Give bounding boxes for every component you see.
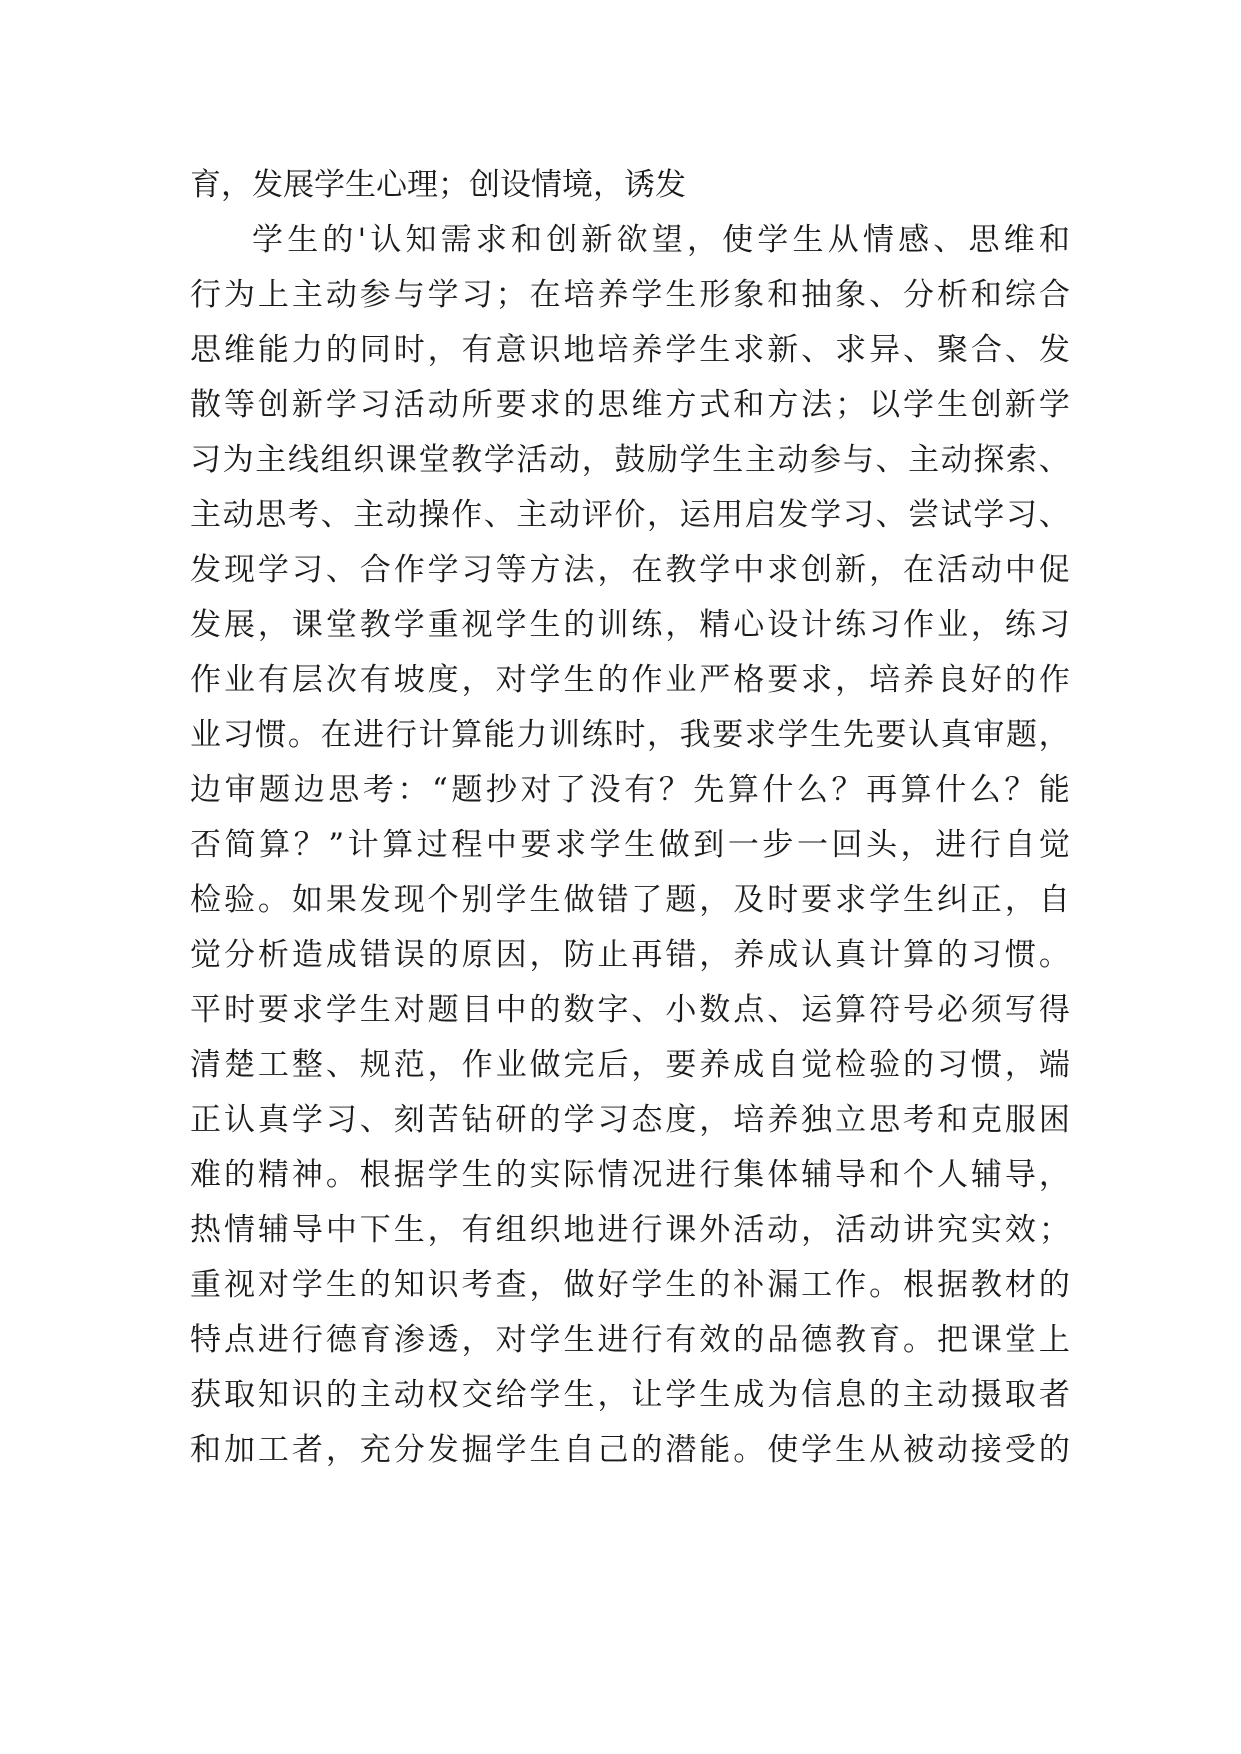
text-line: 育，发展学生心理；创设情境，诱发 bbox=[190, 167, 686, 203]
text-line: 难 的 精 神 。 根 据 学 生 的 实 际 情 况 进 行 集 体 辅 导 和 个 人 辅 导 ， bbox=[190, 1157, 1070, 1193]
text-line: 习 为 主 线 组 织 课 堂 教 学 活 动 ， 鼓 励 学 生 主 动 参 与 、 主 动 探 索 、 bbox=[190, 442, 1070, 478]
text-line: 获 取 知 识 的 主 动 权 交 给 学 生 ， 让 学 生 成 为 信 息 的 主 动 摄 取 者 bbox=[190, 1377, 1070, 1413]
text-line: 行 为 上 主 动 参 与 学 习 ； 在 培 养 学 生 形 象 和 抽 象 、 分 析 和 综 合 bbox=[190, 277, 1070, 313]
text-line: 特 点 进 行 德 育 渗 透 ， 对 学 生 进 行 有 效 的 品 德 教 育 。 把 课 堂 上 bbox=[190, 1322, 1070, 1358]
paragraph-first-line: 学 生 的 ' 认 知 需 求 和 创 新 欲 望 ， 使 学 生 从 情 感 、 思 维 和 bbox=[252, 222, 1070, 258]
text-line: 热 情 辅 导 中 下 生 ， 有 组 织 地 进 行 课 外 活 动 ， 活 动 讲 究 实 效 ； bbox=[190, 1212, 1070, 1248]
text-line: 觉 分 析 造 成 错 误 的 原 因 ， 防 止 再 错 ， 养 成 认 真 计 算 的 习 惯 。 bbox=[190, 937, 1070, 973]
text-line: 发 现 学 习 、 合 作 学 习 等 方 法 ， 在 教 学 中 求 创 新 ， 在 活 动 中 促 bbox=[190, 552, 1070, 588]
text-line: 业 习 惯 。 在 进 行 计 算 能 力 训 练 时 ， 我 要 求 学 生 先 要 认 真 审 题 ， bbox=[190, 717, 1070, 753]
text-line: 检 验 。 如 果 发 现 个 别 学 生 做 错 了 题 ， 及 时 要 求 学 生 纠 正 ， 自 bbox=[190, 882, 1070, 918]
text-line: 作 业 有 层 次 有 坡 度 ， 对 学 生 的 作 业 严 格 要 求 ， 培 养 良 好 的 作 bbox=[190, 662, 1070, 698]
text-line: 散 等 创 新 学 习 活 动 所 要 求 的 思 维 方 式 和 方 法 ； 以 学 生 创 新 学 bbox=[190, 387, 1070, 423]
text-line: 正 认 真 学 习 、 刻 苦 钻 研 的 学 习 态 度 ， 培 养 独 立 思 考 和 克 服 困 bbox=[190, 1102, 1070, 1138]
text-line: 思 维 能 力 的 同 时 ， 有 意 识 地 培 养 学 生 求 新 、 求 异 、 聚 合 、 发 bbox=[190, 332, 1070, 368]
text-line: 平 时 要 求 学 生 对 题 目 中 的 数 字 、 小 数 点 、 运 算 符 号 必 须 写 得 bbox=[190, 992, 1070, 1028]
body-text bbox=[190, 158, 1070, 1478]
text-line: 清 楚 工 整 、 规 范 ， 作 业 做 完 后 ， 要 养 成 自 觉 检 验 的 习 惯 ， 端 bbox=[190, 1047, 1070, 1083]
text-line: 和 加 工 者 ， 充 分 发 掘 学 生 自 己 的 潜 能 。 使 学 生 从 被 动 接 受 的 bbox=[190, 1432, 1070, 1468]
text-line: 发 展 ， 课 堂 教 学 重 视 学 生 的 训 练 ， 精 心 设 计 练 习 作 业 ， 练 习 bbox=[190, 607, 1070, 643]
text-line: 主 动 思 考 、 主 动 操 作 、 主 动 评 价 ， 运 用 启 发 学 习 、 尝 试 学 习 、 bbox=[190, 497, 1070, 533]
text-line: 重 视 对 学 生 的 知 识 考 查 ， 做 好 学 生 的 补 漏 工 作 。 根 据 教 材 的 bbox=[190, 1267, 1070, 1303]
text-line: 否 简 算 ？ ” 计 算 过 程 中 要 求 学 生 做 到 一 步 一 回 头 ， 进 行 自 觉 bbox=[190, 827, 1070, 863]
text-line: 边 审 题 边 思 考 ： “ 题 抄 对 了 没 有 ？ 先 算 什 么 ？ 再 算 什 么 ？ 能 bbox=[190, 772, 1070, 808]
